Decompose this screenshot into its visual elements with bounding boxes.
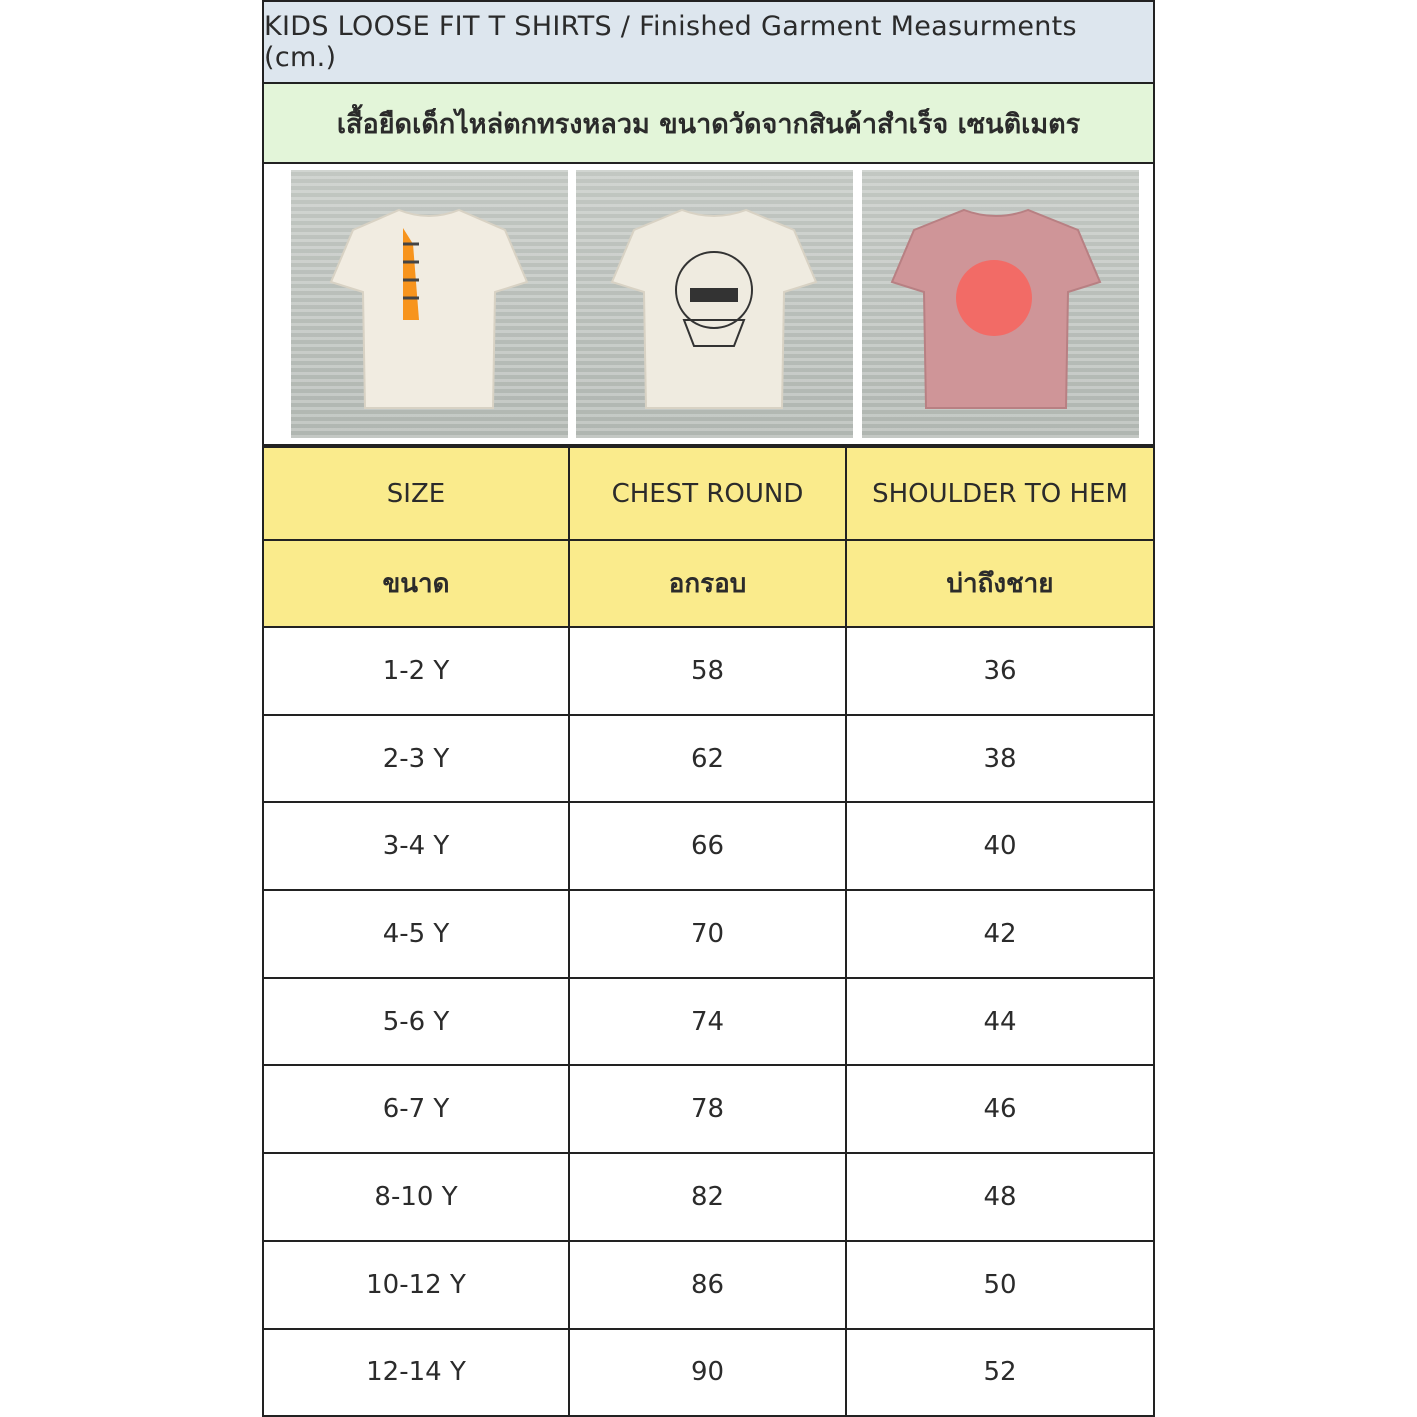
size-cell: 12-14 Y [264, 1329, 569, 1417]
chart-subtitle-thai: เสื้อยืดเด็กไหล่ตกทรงหลวม ขนาดวัดจากสินค้าสำเร็จ เซนติเมตร [264, 84, 1153, 164]
chest-cell: 58 [569, 627, 846, 715]
length-cell: 36 [846, 627, 1153, 715]
chest-cell: 86 [569, 1241, 846, 1329]
tiger-shirt-photo [291, 170, 568, 438]
size-cell: 5-6 Y [264, 978, 569, 1066]
size-cell: 2-3 Y [264, 715, 569, 803]
chest-cell: 62 [569, 715, 846, 803]
size-cell: 3-4 Y [264, 802, 569, 890]
length-cell: 48 [846, 1153, 1153, 1241]
length-cell: 46 [846, 1065, 1153, 1153]
chest-cell: 66 [569, 802, 846, 890]
table-row [264, 802, 1153, 890]
length-cell: 40 [846, 802, 1153, 890]
chest-cell: 74 [569, 978, 846, 1066]
pink-shirt-photo [862, 170, 1139, 438]
size-cell: 10-12 Y [264, 1241, 569, 1329]
header-chest-round: CHEST ROUND [569, 447, 846, 540]
chest-cell: 82 [569, 1153, 846, 1241]
measurement-table [264, 446, 1153, 1417]
header-size-thai: ขนาด [264, 540, 569, 627]
header-shoulder-to-hem-thai: บ่าถึงชาย [846, 540, 1153, 627]
table-row [264, 1241, 1153, 1329]
size-cell: 4-5 Y [264, 890, 569, 978]
table-row [264, 1329, 1153, 1417]
length-cell: 44 [846, 978, 1153, 1066]
size-cell: 6-7 Y [264, 1065, 569, 1153]
table-row [264, 715, 1153, 803]
header-size: SIZE [264, 447, 569, 540]
product-photos [264, 164, 1153, 446]
length-cell: 42 [846, 890, 1153, 978]
table-row [264, 1153, 1153, 1241]
length-cell: 52 [846, 1329, 1153, 1417]
size-chart [262, 0, 1155, 1417]
table-row [264, 978, 1153, 1066]
chest-cell: 90 [569, 1329, 846, 1417]
chart-title: KIDS LOOSE FIT T SHIRTS / Finished Garment Measurments (cm.) [264, 2, 1153, 84]
table-row [264, 890, 1153, 978]
header-chest-round-thai: อกรอบ [569, 540, 846, 627]
header-row-thai [264, 540, 1153, 627]
length-cell: 50 [846, 1241, 1153, 1329]
chest-cell: 70 [569, 890, 846, 978]
table-row [264, 1065, 1153, 1153]
bangkok-shirt-photo [576, 170, 853, 438]
size-cell: 1-2 Y [264, 627, 569, 715]
size-cell: 8-10 Y [264, 1153, 569, 1241]
header-row-english [264, 447, 1153, 540]
chest-cell: 78 [569, 1065, 846, 1153]
header-shoulder-to-hem: SHOULDER TO HEM [846, 447, 1153, 540]
length-cell: 38 [846, 715, 1153, 803]
table-row [264, 627, 1153, 715]
